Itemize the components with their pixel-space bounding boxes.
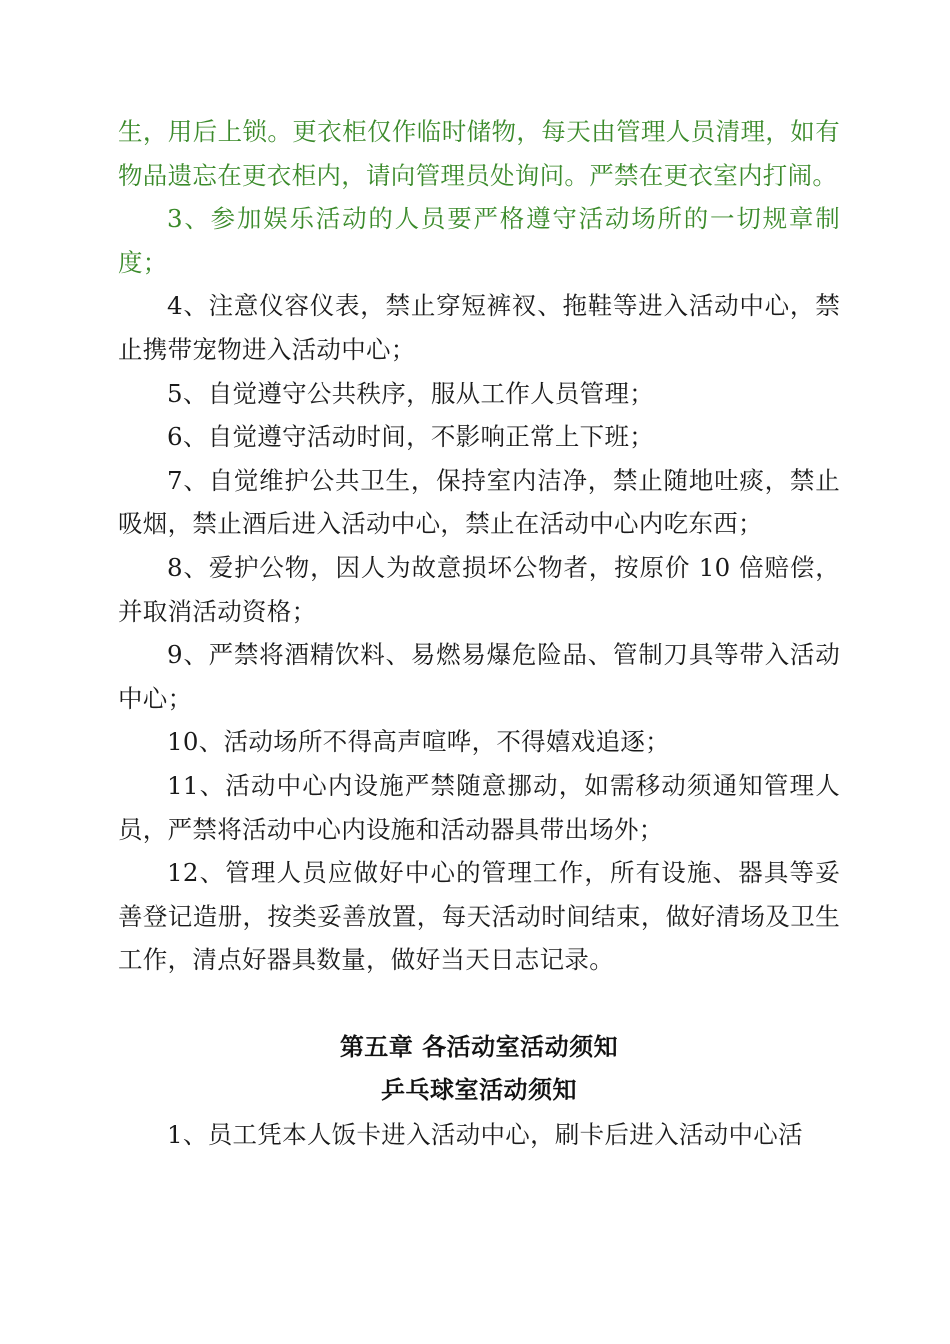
- rule-item-8: 8、爱护公物，因人为故意损坏公物者，按原价 10 倍赔偿，并取消活动资格；: [118, 552, 840, 626]
- rule-item-4: 4、注意仪容仪表，禁止穿短裤衩、拖鞋等进入活动中心，禁止携带宠物进入活动中心；: [118, 291, 840, 364]
- section-heading: 乒乓球室活动须知: [381, 1076, 577, 1105]
- rule-item-9: 9、严禁将酒精饮料、易燃易爆危险品、管制刀具等带入活动中心；: [118, 640, 840, 713]
- rule-item-10: 10、活动场所不得高声喧哗，不得嬉戏追逐；: [167, 727, 670, 757]
- section-spacer: [118, 982, 840, 1026]
- chapter-heading: 第五章 各活动室活动须知: [339, 1032, 619, 1061]
- paragraph-locker-rules: 生，用后上锁。更衣柜仅作临时储物，每天由管理人员清理，如有物品遗忘在更衣柜内，请向管理员处询问。严禁在更衣室内打闹。: [118, 117, 840, 190]
- document-page: [118, 110, 840, 1157]
- rule-item-5: 5、自觉遵守公共秩序，服从工作人员管理；: [167, 378, 655, 408]
- pingpong-rule-item-1: 1、员工凭本人饭卡进入活动中心，刷卡后进入活动中心活: [167, 1120, 803, 1150]
- rule-item-12: 12、管理人员应做好中心的管理工作，所有设施、器具等妥善登记造册，按类妥善放置，每天活动时间结束，做好清场及卫生工作，清点好器具数量，做好当天日志记录。: [118, 858, 840, 975]
- rule-item-11: 11、活动中心内设施严禁随意挪动，如需移动须通知管理人员，严禁将活动中心内设施和活动器具带出场外；: [118, 770, 840, 844]
- rule-item-6: 6、自觉遵守活动时间，不影响正常上下班；: [167, 422, 655, 452]
- rule-item-3: 3、参加娱乐活动的人员要严格遵守活动场所的一切规章制度；: [118, 204, 840, 277]
- rule-item-7: 7、自觉维护公共卫生，保持室内洁净，禁止随地吐痰，禁止吸烟，禁止酒后进入活动中心，禁止在活动中心内吃东西；: [118, 465, 840, 539]
